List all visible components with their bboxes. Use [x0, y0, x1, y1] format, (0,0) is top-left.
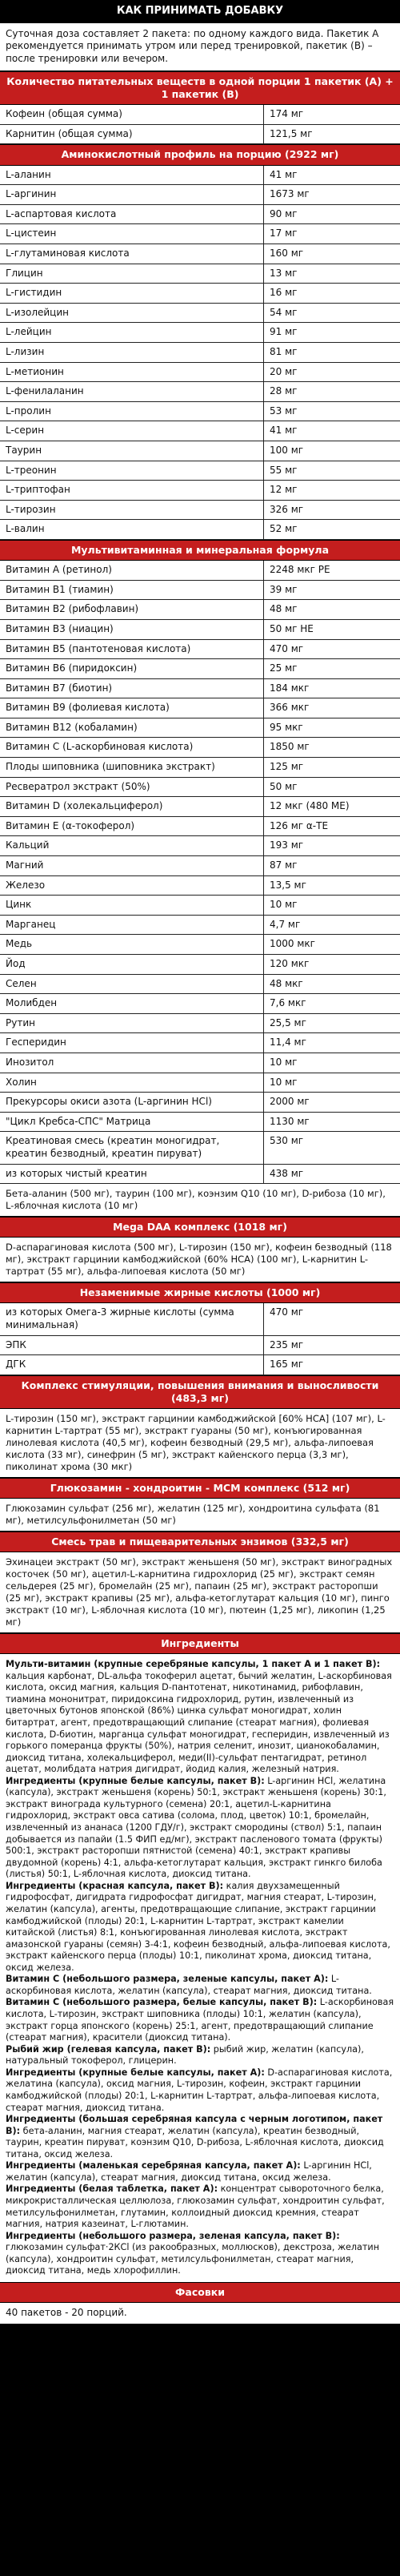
- row-value: 1673 мг: [270, 188, 310, 200]
- table-row: [0, 205, 400, 225]
- row-value: 12 мг: [270, 484, 298, 496]
- ingredient-heading: Рыбий жир (гелевая капсула, пакет B):: [6, 2043, 211, 2055]
- table-row: [0, 323, 400, 343]
- ingredient-paragraph: [6, 2044, 394, 2067]
- row-value: 25 мг: [270, 662, 298, 674]
- ingredient-text: кальция карбонат, DL-альфа токоферил ацетат, бычий желатин, L-аскорбиновая кислота, оксид магния, кальция D-пантотенат, никотинамид, рибофлавин, тиамина мононитрат, пиридоксина гидрохлорид, рутин, извлеченный из цветочных бутонов японской (86%) цинка сульфат моногидрат, холин битартрат, агент, предотвращающий слипание (стеарат магния), фолиевая кислота, D-биотин, марганца сульфат моногидрат, гесперидин, извлеченный из горького померанца фрукты (50%), натрия селенит, инозит, цианокобаламин, диоксид титана, холекальциферол, меди(II)-сульфат пентагидрат, ретинол ацетат, молибдата натрия дигидрат, йодид калия, железный натрия.: [6, 1670, 392, 1775]
- row-name: Витамин В7 (биотин): [0, 679, 264, 698]
- fatty-table: [0, 1303, 400, 1375]
- row-name: L-глутаминовая кислота: [0, 244, 264, 264]
- table-row: [0, 125, 400, 145]
- row-name: из которых Омега-3 жирные кислоты (сумма минимальная): [0, 1303, 264, 1334]
- table-row: [0, 264, 400, 284]
- gluco-text: Глюкозамин сульфат (256 мг), желатин (125 мг), хондроитина сульфата (81 мг), метилсульфонилметан (50 мг): [0, 1499, 400, 1532]
- table-row: [0, 975, 400, 995]
- table-row: [0, 1053, 400, 1073]
- row-name: Витамин D (холекальциферол): [0, 797, 264, 816]
- row-value: 2000 мг: [270, 1096, 310, 1108]
- row-name: Плоды шиповника (шиповника экстракт): [0, 758, 264, 777]
- table-row: [0, 738, 400, 758]
- table-row: [0, 501, 400, 521]
- ingredient-heading: Ингредиенты (маленькая серебряная капсула, пакет А):: [6, 2160, 301, 2171]
- row-name: Цинк: [0, 896, 264, 915]
- ingredient-paragraph: [6, 2160, 394, 2184]
- howto-text: Суточная доза составляет 2 пакета: по одному каждого вида. Пакетик А рекомендуется принимать утром или перед тренировкой, пакетик (B) – после тренировки или вечером.: [0, 23, 400, 71]
- row-name: Магний: [0, 856, 264, 875]
- gluco-header: Глюкозамин - хондроитин - MCM комплекс (512 мг): [0, 1478, 400, 1499]
- row-name: Кофеин (общая сумма): [0, 105, 264, 124]
- row-name: Витамин В2 (рибофлавин): [0, 600, 264, 619]
- row-value: 50 мг НЕ: [270, 622, 314, 634]
- row-value: 87 мг: [270, 859, 298, 871]
- ingredient-text: L-аскорбиновая кислота, L-тирозин, экстракт шиповника (плоды) 10:1, желатин (капсула), экстракт горца японского (корень) 25:1, агент, предотвращающий слипание (стеарат магния), красители (диоксид титана).: [6, 1997, 394, 2043]
- row-name: Медь: [0, 935, 264, 954]
- ingredient-paragraph: [6, 2114, 394, 2160]
- row-value: 20 мг: [270, 365, 298, 377]
- packaging-text: 40 пакетов - 20 порций.: [0, 2303, 400, 2324]
- row-value: 10 мг: [270, 1076, 298, 1088]
- row-name: L-цистеин: [0, 224, 264, 244]
- row-value: 121,5 мг: [270, 127, 313, 139]
- table-row: [0, 955, 400, 975]
- row-value: 530 мг: [270, 1135, 304, 1147]
- row-value: 54 мг: [270, 306, 298, 318]
- row-value: 193 мг: [270, 839, 304, 851]
- table-row: [0, 481, 400, 501]
- table-row: [0, 1113, 400, 1133]
- table-row: [0, 1336, 400, 1356]
- table-row: [0, 363, 400, 383]
- ingredient-paragraph: [6, 1659, 394, 1776]
- table-row: [0, 1132, 400, 1164]
- table-row: [0, 520, 400, 540]
- table-row: [0, 581, 400, 601]
- ingredient-text: концентрат сывороточного белка, микрокристаллическая целлюлоза, глюкозамин сульфат, хондроитин сульфат, метилсульфонилметан, глутамин, коллоидный диоксид кремния, стеарат магния, натрия казеинат, L-глютамин.: [6, 2184, 385, 2230]
- row-value: 184 мкг: [270, 682, 310, 694]
- row-name: L-аланин: [0, 166, 264, 185]
- row-value: 160 мг: [270, 247, 304, 259]
- row-value: 2248 мкг РЕ: [270, 564, 330, 576]
- table-row: [0, 304, 400, 324]
- table-row: [0, 244, 400, 264]
- row-name: Витамин В6 (пиридоксин): [0, 659, 264, 678]
- table-row: [0, 856, 400, 876]
- row-value: 165 мг: [270, 1358, 304, 1371]
- ingredient-paragraph: [6, 1776, 394, 1881]
- row-value: 438 мг: [270, 1167, 304, 1179]
- row-name: Кальций: [0, 836, 264, 855]
- page-title: КАК ПРИНИМАТЬ ДОБАВКУ: [0, 0, 400, 23]
- table-row: [0, 1355, 400, 1375]
- row-value: 55 мг: [270, 464, 298, 476]
- table-row: [0, 105, 400, 125]
- stim-text: L-тирозин (150 мг), экстракт гарцинии камбоджийской [60% HCA] (107 мг), L-карнитин L-тартрат (55 мг), экстракт гуараны (50 мг), конъюгированная линолевая кислота (40,5 мг), кофеин безводный (29,5 мг), альфа-липоевая кислота (33 мг), синефрин (5 мг), экстракт кайенского перца (3,3 мг), пиколинат хрома (30 мкг): [0, 1409, 400, 1478]
- row-value: 1850 мг: [270, 741, 310, 753]
- table-row: [0, 640, 400, 660]
- table-row: [0, 994, 400, 1014]
- row-value: 41 мг: [270, 425, 298, 437]
- row-value: 125 мг: [270, 761, 304, 773]
- table-row: [0, 718, 400, 739]
- row-name: L-лейцин: [0, 323, 264, 342]
- ingredient-paragraph: [6, 2067, 394, 2114]
- ingredient-text: рыбий жир, желатин (капсула), натуральный токоферол, глицерин.: [6, 2043, 364, 2067]
- row-value: 95 мкг: [270, 721, 303, 733]
- row-value: 28 мг: [270, 385, 298, 397]
- ingredient-heading: Ингредиенты (белая таблетка, пакет А):: [6, 2184, 218, 2195]
- ingredient-text: L-аргинин HCl, желатин (капсула), стеарат магния, диоксид титана, оксид железа.: [6, 2160, 372, 2183]
- row-name: "Цикл Кребса-СПС" Матрица: [0, 1113, 264, 1132]
- ingredient-text: калия двухзамещенный гидрофосфат, дигидрата гидрофосфат дигидрат, магния стеарат, L-тирозин, желатин (капсула), агенты, предотвращающие слипание, экстракт гарцинии камбоджийской (плоды) 20:1, L-карнитин L-тартрат, экстракт камелии китайской (листья) 8:1, конъюгированная линолевая кислота, экстракт амазонской гуараны (семян) 3-4:1, кофеин безводный, альфа-липоевая кислота, экстракт кайенского перца (плоды) 10:1, пиколинат хрома, диоксид титана, оксид железа.: [6, 1880, 390, 1973]
- table-row: [0, 836, 400, 856]
- table-row: [0, 698, 400, 718]
- ingredients-header: Ингредиенты: [0, 1633, 400, 1654]
- ingredients-list: [0, 1654, 400, 2282]
- row-value: 52 мг: [270, 523, 298, 535]
- row-value: 41 мг: [270, 168, 298, 180]
- ingredient-text: L-аскорбиновая кислота, желатин (капсула), стеарат магния, диоксид титана.: [6, 1974, 372, 1996]
- row-value: 100 мг: [270, 444, 304, 456]
- row-name: L-аспартовая кислота: [0, 205, 264, 224]
- row-value: 48 мг: [270, 603, 298, 615]
- table-row: [0, 758, 400, 778]
- row-name: Витамин В1 (тиамин): [0, 581, 264, 600]
- row-value: 48 мкг: [270, 977, 303, 989]
- table-row: [0, 935, 400, 955]
- ingredient-text: бета-аланин, магния стеарат, желатин (капсула), креатин безводный, таурин, креатин пируват, коэнзим Q10, D-рибоза, L-яблочная кислота, диоксид титана, оксид железа.: [6, 2125, 384, 2159]
- row-name: Витамин В12 (кобаламин): [0, 718, 264, 738]
- row-name: Рутин: [0, 1014, 264, 1033]
- ingredient-heading: Витамин С (небольшого размера, белые капсулы, пакет B):: [6, 1997, 318, 2008]
- table-row: [0, 1093, 400, 1113]
- row-name: Креатиновая смесь (креатин моногидрат, креатин безводный, креатин пируват): [0, 1132, 264, 1163]
- row-value: 17 мг: [270, 227, 298, 239]
- ingredient-heading: Мульти-витамин (крупные серебряные капсулы, 1 пакет А и 1 пакет B):: [6, 1659, 381, 1670]
- row-name: L-валин: [0, 520, 264, 539]
- row-name: Ресвератрол экстракт (50%): [0, 778, 264, 797]
- ingredient-heading: Ингредиенты (большая серебряная капсула с черным логотипом, пакет B):: [6, 2114, 383, 2136]
- vitamins-table: [0, 561, 400, 1184]
- ingredient-heading: Ингредиенты (красная капсула, пакет B):: [6, 1880, 224, 1891]
- table-row: [0, 1014, 400, 1034]
- row-name: L-треонин: [0, 461, 264, 481]
- row-value: 326 мг: [270, 503, 304, 515]
- row-name: Марганец: [0, 916, 264, 935]
- table-row: [0, 1073, 400, 1093]
- row-name: Гесперидин: [0, 1033, 264, 1053]
- row-name: Селен: [0, 975, 264, 994]
- row-value: 4,7 мг: [270, 918, 301, 930]
- daa-header: Mega DAA комплекс (1018 мг): [0, 1217, 400, 1238]
- row-value: 470 мг: [270, 1306, 304, 1318]
- row-value: 12 мкг (480 МЕ): [270, 800, 350, 812]
- row-value: 174 мг: [270, 108, 304, 120]
- row-name: L-изолейцин: [0, 304, 264, 323]
- row-value: 366 мкг: [270, 702, 310, 714]
- vitamins-header: Мультивитаминная и минеральная формула: [0, 540, 400, 561]
- table-row: [0, 1165, 400, 1185]
- row-name: Витамин В5 (пантотеновая кислота): [0, 640, 264, 659]
- row-name: Молибден: [0, 994, 264, 1013]
- fatty-header: Незаменимые жирные кислоты (1000 мг): [0, 1282, 400, 1303]
- row-value: 13 мг: [270, 267, 298, 279]
- table-row: [0, 402, 400, 422]
- row-name: L-аргинин: [0, 185, 264, 204]
- row-value: 50 мг: [270, 780, 298, 792]
- row-name: Витамин В9 (фолиевая кислота): [0, 698, 264, 718]
- table-row: [0, 797, 400, 817]
- row-name: L-серин: [0, 421, 264, 441]
- table-row: [0, 561, 400, 581]
- vitamins-note: Бета-аланин (500 мг), таурин (100 мг), коэнзим Q10 (10 мг), D-рибоза (10 мг), L-яблочная кислота (10 мг): [0, 1184, 400, 1217]
- row-name: L-фенилаланин: [0, 382, 264, 401]
- row-value: 10 мг: [270, 899, 298, 911]
- table-row: [0, 600, 400, 620]
- table-row: [0, 441, 400, 461]
- row-name: ЭПК: [0, 1336, 264, 1355]
- table-row: [0, 778, 400, 798]
- row-value: 7,6 мкг: [270, 997, 306, 1009]
- daa-text: D-аспарагиновая кислота (500 мг), L-тирозин (150 мг), кофеин безводный (118 мг), экстракт гарцинии камбоджийской (60% HCA) (100 мг), L-карнитин L-тартрат (55 мг), альфа-липоевая кислота (50 мг): [0, 1238, 400, 1282]
- table-row: [0, 284, 400, 304]
- row-name: L-метионин: [0, 363, 264, 382]
- row-value: 10 мг: [270, 1056, 298, 1068]
- amino-table: [0, 166, 400, 540]
- row-name: Витамин В3 (ниацин): [0, 620, 264, 639]
- row-name: Глицин: [0, 264, 264, 284]
- row-value: 16 мг: [270, 287, 298, 299]
- amino-header: Аминокислотный профиль на порцию (2922 мг): [0, 144, 400, 165]
- row-value: 1130 мг: [270, 1115, 310, 1127]
- row-name: L-триптофан: [0, 481, 264, 500]
- ingredient-paragraph: [6, 2231, 394, 2277]
- row-name: из которых чистый креатин: [0, 1165, 264, 1184]
- table-row: [0, 461, 400, 481]
- row-value: 81 мг: [270, 345, 298, 357]
- row-name: ДГК: [0, 1355, 264, 1375]
- ingredient-paragraph: [6, 1974, 394, 1997]
- row-name: Витамин А (ретинол): [0, 561, 264, 580]
- row-value: 39 мг: [270, 583, 298, 595]
- row-value: 470 мг: [270, 642, 304, 654]
- row-name: L-тирозин: [0, 501, 264, 520]
- ingredient-paragraph: [6, 1881, 394, 1974]
- table-row: [0, 620, 400, 640]
- ingredient-heading: Ингредиенты (небольшого размера, зеленая капсула, пакет B):: [6, 2230, 340, 2241]
- row-name: Витамин С (L-аскорбиновая кислота): [0, 738, 264, 757]
- table-row: [0, 1033, 400, 1053]
- nutrients-header: Количество питательных веществ в одной порции 1 пакетик (А) + 1 пакетик (B): [0, 71, 400, 106]
- herbs-text: Эхинацеи экстракт (50 мг), экстракт женьшеня (50 мг), экстракт виноградных косточек (50 мг), ацетил-L-карнитина гидрохлорид (25 мг), экстракт семян сельдерея (25 мг), бромелайн (25 мг), папаин (25 мг), экстракт расторопши (25 мг), экстракт крапивы (25 мг), альфа-кетоглутарат кальция (10 мг), пинго экстракт (10 мг), L-яблочная кислота (10 мг), пютеин (1,25 мг), ликопин (1,25 мг): [0, 1552, 400, 1633]
- ingredient-text: глюкозамин сульфат·2КСl (из ракообразных, моллюсков), декстроза, желатин (капсула), хондроитин сульфат, метилсульфонилметан, стеарат магния, диоксид титана, медь хлорофиллин.: [6, 2242, 380, 2276]
- ingredient-heading: Витамин С (небольшого размера, зеленые капсулы, пакет А):: [6, 1974, 329, 1985]
- row-name: Витамин Е (α-токоферол): [0, 817, 264, 836]
- row-value: 53 мг: [270, 405, 298, 417]
- packaging-header: Фасовки: [0, 2282, 400, 2303]
- table-row: [0, 659, 400, 679]
- table-row: [0, 185, 400, 205]
- ingredient-heading: Ингредиенты (крупные белые капсулы, пакет А):: [6, 2067, 265, 2078]
- row-name: Йод: [0, 955, 264, 974]
- table-row: [0, 896, 400, 916]
- table-row: [0, 916, 400, 936]
- row-value: 120 мкг: [270, 958, 310, 970]
- row-value: 235 мг: [270, 1338, 304, 1350]
- table-row: [0, 166, 400, 186]
- table-row: [0, 343, 400, 363]
- ingredient-text: L-аргинин HCl, желатина (капсула), экстракт женьшеня (корень) 50:1, экстракт женьшеня (корень) 30:1, экстракт винограда культурного (семена) 20:1, ацетил-L-карнитина гидрохлорид, экстракт овса сатива (солома, плод, цветок) 10:1, бромелайн, извлеченный из ананаса (1200 ГДУ/г), экстракт смородины (ствол) 5:1, папаин добывается из папайи (1.5 ФИП ед/мг), экстракт пасленового томата (фрукты) 500:1, экстракт расторопши пятнистой (семена) 40:1, экстракт крапивы двудомной (корень) 4:1, альфа-кетоглутарат кальция, экстракт гинкго билоба (листья) 50:1, L-яблочная кислота, диоксид титана.: [6, 1775, 386, 1880]
- ingredient-heading: Ингредиенты (крупные белые капсулы, пакет B):: [6, 1775, 265, 1786]
- row-value: 126 мг α-TE: [270, 819, 329, 831]
- table-row: [0, 817, 400, 837]
- ingredient-paragraph: [6, 1997, 394, 2043]
- herbs-header: Смесь трав и пищеварительных энзимов (332,5 мг): [0, 1532, 400, 1552]
- row-value: 90 мг: [270, 207, 298, 219]
- nutrients-table: [0, 105, 400, 144]
- table-row: [0, 679, 400, 699]
- row-name: Холин: [0, 1073, 264, 1093]
- row-name: Прекурсоры окиси азота (L-аргинин HCl): [0, 1093, 264, 1112]
- row-name: L-лизин: [0, 343, 264, 362]
- row-name: L-пролин: [0, 402, 264, 421]
- row-name: Инозитол: [0, 1053, 264, 1073]
- row-value: 1000 мкг: [270, 938, 315, 950]
- row-value: 13,5 мг: [270, 879, 306, 891]
- table-row: [0, 224, 400, 244]
- table-row: [0, 421, 400, 441]
- row-value: 91 мг: [270, 326, 298, 338]
- ingredient-text: D-аспарагиновая кислота, желатина (капсула), оксид магния, L-тирозин, кофеин, экстракт гарцинии камбоджийской (плоды) 20:1, L-карнитин L-тартрат, альфа-липоевая кислота, стеарат магния, диоксид титана.: [6, 2067, 393, 2113]
- table-row: [0, 1303, 400, 1335]
- stim-header: Комплекс стимуляции, повышения внимания и выносливости (483,3 мг): [0, 1375, 400, 1410]
- ingredient-paragraph: [6, 2184, 394, 2230]
- row-name: Железо: [0, 876, 264, 896]
- row-value: 11,4 мг: [270, 1036, 306, 1049]
- row-name: Карнитин (общая сумма): [0, 125, 264, 144]
- row-name: Таурин: [0, 441, 264, 461]
- table-row: [0, 876, 400, 896]
- table-row: [0, 382, 400, 402]
- row-name: L-гистидин: [0, 284, 264, 303]
- row-value: 25,5 мг: [270, 1016, 306, 1028]
